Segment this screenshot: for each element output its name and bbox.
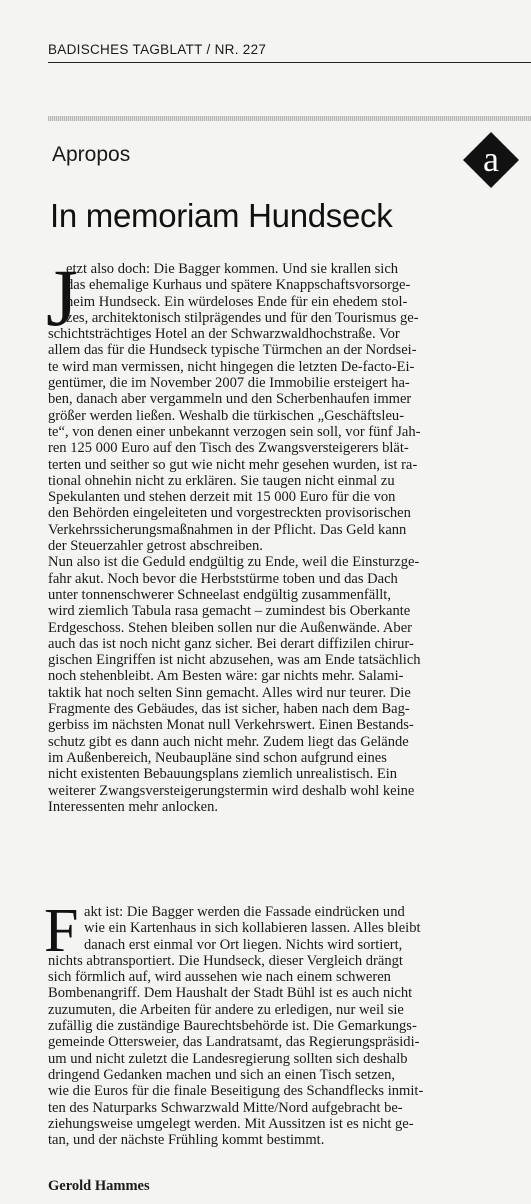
text-line: taktik hat noch selten Sinn gemacht. Alles wird nur teurer. Die <box>48 684 411 701</box>
text-line: terten und seither so gut wie nicht mehr gesehen wurden, ist ra- <box>48 456 418 473</box>
text-line: ten des Naturparks Schwarzwald Mitte/Nord aufgebracht be- <box>48 1099 403 1116</box>
author-byline: Gerold Hammes <box>48 1178 150 1194</box>
text-line: akt ist: Die Bagger werden die Fassade eindrücken und <box>84 904 405 920</box>
column-rubric: Apropos <box>52 143 131 166</box>
text-line: gentümer, die im November 2007 die Immobilie ersteigert ha- <box>48 375 410 392</box>
text-line: Nun also ist die Geduld endgültig zu Ende, weil die Einsturzge- <box>48 554 420 571</box>
text-line: weiterer Zwangsversteigerungstermin wird deshalb wohl keine <box>48 782 415 799</box>
svg-text:a: a <box>483 139 499 179</box>
text-line: wie ein Kartenhaus in sich kollabieren lassen. Alles bleibt <box>84 920 421 937</box>
text-line: zuzumuten, die Arbeiten für andere zu erledigen, nur weil sie <box>48 1001 404 1018</box>
article-body-part-2 <box>44 897 528 1149</box>
text-line: ziehungsweise umgelegt werden. Mit Aussitzen ist es nicht ge- <box>48 1115 414 1132</box>
text-line: dringend Gedanken machen und sich an einen Tisch setzen, <box>48 1066 396 1083</box>
text-line: nicht existenten Bebauungsplans ziemlich unrealistisch. Ein <box>48 766 398 783</box>
text-line: wie die Euros für die finale Beseitigung des Schandflecks inmit- <box>48 1083 424 1100</box>
text-line: noch stehenbleibt. Am Besten wäre: gar nichts mehr. Salami- <box>48 668 404 685</box>
text-line: sich förmlich auf, wird aussehen wie nach einem schweren <box>48 969 391 986</box>
text-line: um und nicht zuletzt die Landesregierung sollten sich deshalb <box>48 1050 408 1067</box>
text-line: größer werden ließen. Weshalb die türkischen „Geschäftsleu- <box>48 407 405 424</box>
text-line: wird ziemlich Tabula rasa gemacht – zumindest bis Oberkante <box>48 603 411 620</box>
text-line: te“, von denen einer unbekannt verzogen sein soll, vor fünf Jah- <box>48 423 421 440</box>
text-line: ben, danach aber vergammeln und den Scherbenhaufen immer <box>48 391 412 408</box>
text-line: schichtsträchtiges Hotel an der Schwarzwaldhochstraße. Vor <box>48 326 400 343</box>
text-line: Verkehrssicherungsmaßnahmen in der Pflicht. Das Geld kann <box>48 521 407 538</box>
masthead-rule <box>48 62 531 63</box>
drop-cap-j: J <box>46 252 78 343</box>
apropos-logo-icon <box>462 131 520 189</box>
text-line: im Außenbereich, Neubaupläne sind schon aufgrund eines <box>48 749 387 766</box>
text-line: tan, und der nächste Frühling kommt bestimmt. <box>48 1132 325 1149</box>
text-line: etzt also doch: Die Bagger kommen. Und sie krallen sich <box>66 261 399 277</box>
text-line: zufällig die zuständige Baurechtsbehörde ist. Die Gemarkungs- <box>48 1018 417 1035</box>
text-line: ren 125 000 Euro auf den Tisch des Zwangsversteigerers blät- <box>48 440 409 457</box>
section-separator-band <box>48 116 531 121</box>
text-line: der Steuerzahler getrost abschreiben. <box>48 538 263 555</box>
text-line: fahr akut. Noch bevor die Herbststürme toben und das Dach <box>48 570 398 587</box>
text-line: unter tonnenschwerer Schneelast endgültig zusammenfällt, <box>48 586 391 603</box>
text-line: gischen Eingriffen ist nicht abzusehen, was am Ende tatsächlich <box>48 652 421 669</box>
text-line: Bombenangriff. Dem Haushalt der Stadt Bühl ist es auch nicht <box>48 985 413 1002</box>
text-line: te wird man vermissen, nicht hingegen die letzten De-facto-Ei- <box>48 358 415 375</box>
text-line: gemeinde Ottersweier, das Landratsamt, das Regierungspräsidi- <box>48 1034 420 1051</box>
text-line: Erdgeschoss. Stehen bleiben sollen nur die Außenwände. Aber <box>48 619 412 636</box>
text-line: zes, architektonisch stilprägendes und für den Tourismus ge- <box>66 309 419 326</box>
text-line: Spekulanten und stehen derzeit mit 15 000 Euro für die von <box>48 489 396 506</box>
text-line: Interessenten mehr anlocken. <box>48 798 219 815</box>
text-line: allem das für die Hundseck typische Türmchen an der Nordsei- <box>48 342 417 359</box>
article-body-part-1 <box>46 252 528 815</box>
newspaper-masthead: BADISCHES TAGBLATT / NR. 227 <box>48 42 267 57</box>
drop-cap-f: F <box>44 897 79 965</box>
text-line: das ehemalige Kurhaus und spätere Knappschaftsvorsorge- <box>66 277 411 294</box>
article-headline: In memoriam Hundseck <box>50 197 393 234</box>
text-line: auch das ist noch nicht ganz sicher. Bei derart diffizilen chirur- <box>48 635 414 652</box>
text-line: gerbiss im nächsten Monat null Verkehrswert. Einen Bestands- <box>48 717 414 734</box>
text-line: Fragmente des Gebäudes, das ist sicher, haben nach dem Bag- <box>48 701 410 718</box>
text-line: den Behörden eingeleiteten und vorgestreckten provisorischen <box>48 505 411 522</box>
text-line: schutz gibt es dann auch nicht mehr. Zudem liegt das Gelände <box>48 733 409 750</box>
text-line: nichts abtransportiert. Die Hundseck, dieser Vergleich drängt <box>48 952 403 969</box>
text-line: heim Hundseck. Ein würdeloses Ende für ein ehedem stol- <box>66 293 408 310</box>
text-line: tional ohnehin nicht zu erklären. Sie taugen nicht einmal zu <box>48 472 395 489</box>
text-line: danach erst einmal vor Ort liegen. Nichts wird sortiert, <box>84 936 403 953</box>
